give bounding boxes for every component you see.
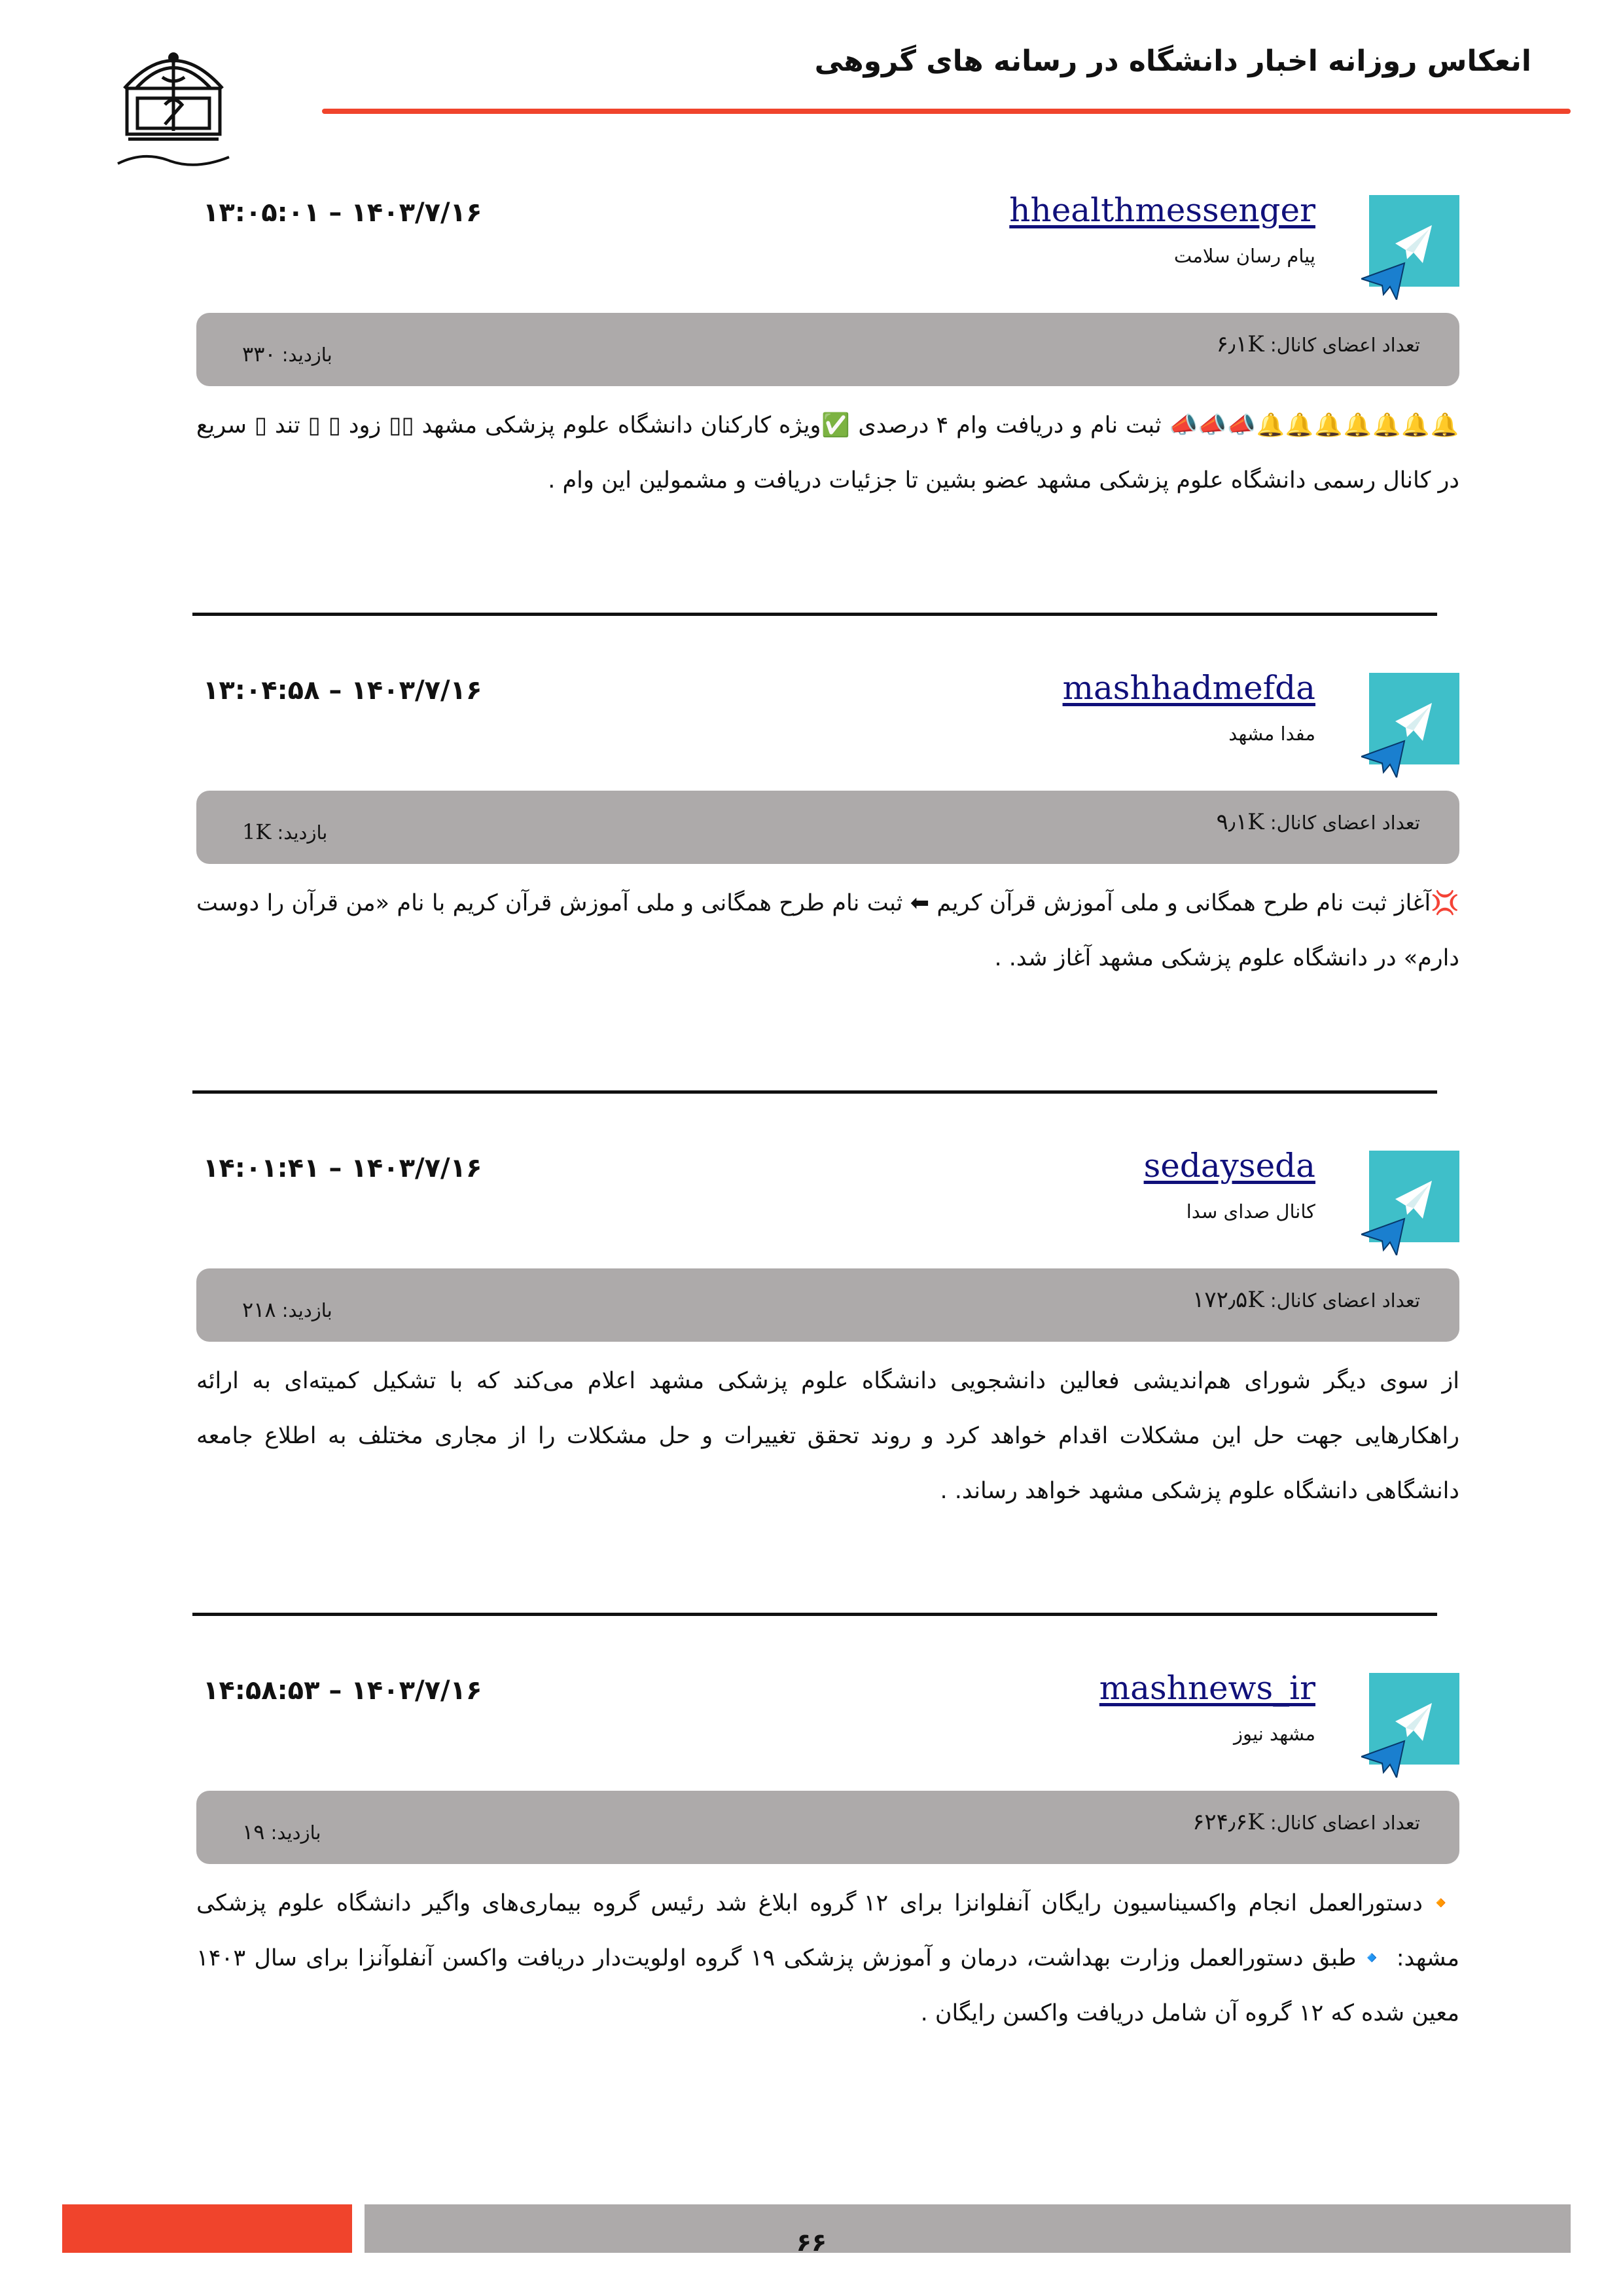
channel-name: پیام رسان سلامت <box>1173 245 1315 267</box>
members-count: تعداد اعضای کانال: ۶٫۱K <box>1216 331 1420 357</box>
post-divider <box>192 613 1437 616</box>
members-count: تعداد اعضای کانال: ۶۲۴٫۶K <box>1192 1809 1420 1835</box>
telegram-icon <box>1361 1151 1459 1255</box>
post-divider <box>192 1090 1437 1094</box>
channel-name: مفدا مشهد <box>1228 723 1315 745</box>
post-2 <box>196 669 1459 1131</box>
channel-link[interactable]: sedayseda <box>1143 1147 1315 1185</box>
telegram-icon <box>1361 1673 1459 1778</box>
views-count: بازدید: ۲۱۸ <box>242 1297 332 1322</box>
university-logo-icon <box>105 26 242 170</box>
members-count: تعداد اعضای کانال: ۹٫۱K <box>1216 809 1420 835</box>
members-count: تعداد اعضای کانال: ۱۷۲٫۵K <box>1192 1287 1420 1313</box>
channel-link[interactable]: mashnews_ir <box>1099 1669 1315 1707</box>
stats-bar <box>196 1268 1459 1342</box>
post-1 <box>196 191 1459 653</box>
telegram-icon <box>1361 673 1459 778</box>
page-number: ۶۶ <box>796 2228 827 2257</box>
channel-name: مشهد نیوز <box>1233 1723 1315 1745</box>
post-body: 💢آغاز ثبت نام طرح همگانی و ملی آموزش قرآن کریم ⬅ ثبت نام طرح همگانی و ملی آموزش قرآن کریم با نام «من قرآن را دوست دارم» در دانشگاه علوم پزشکی مشهد آغاز شد. . <box>196 890 1459 971</box>
footer-gray-bar <box>365 2204 1571 2253</box>
post-body: 🔔🔔🔔🔔🔔🔔🔔📣📣📣 ثبت نام و دریافت وام ۴ درصدی ✅ویژه کارکنان دانشگاه علوم پزشکی مشهد ▯▯ زود ▯ ▯ تند ▯ سریع در کانال رسمی دانشگاه علوم پزشکی مشهد عضو بشین تا جزئیات دریافت و مشمولین این وام . <box>196 412 1459 493</box>
stats-bar <box>196 1791 1459 1864</box>
post-datetime: ۱۴۰۳/۷/۱۶ – ۱۴:۵۸:۵۳ <box>203 1676 482 1706</box>
views-count: بازدید: ۳۳۰ <box>242 342 332 367</box>
telegram-icon <box>1361 195 1459 300</box>
footer-red-bar <box>62 2204 352 2253</box>
post-4 <box>196 1669 1459 2131</box>
post-body: 🔸دستورالعمل انجام واکسیناسیون رایگان آنفلوانزا برای ۱۲ گروه ابلاغ شد رئیس گروه بیماری‌های واگیر دانشگاه علوم پزشکی مشهد: 🔹طبق دستورالعمل وزارت بهداشت، درمان و آموزش پزشکی ۱۹ گروه اولویت‌دار دریافت واکسن آنفلوآنزا برای سال ۱۴۰۳ معین شده که ۱۲ گروه آن شامل دریافت واکسن رایگان . <box>196 1890 1459 2026</box>
stats-bar <box>196 313 1459 386</box>
post-3 <box>196 1147 1459 1609</box>
post-divider <box>192 1613 1437 1616</box>
page-title: انعکاس روزانه اخبار دانشگاه در رسانه های گروهی <box>814 45 1531 78</box>
header-divider <box>322 109 1571 114</box>
post-body: از سوی دیگر شورای هم‌اندیشی فعالین دانشجویی دانشگاه علوم پزشکی مشهد اعلام می‌کند که با تشکیل کمیته‌ای به ارائه راهکارهایی جهت حل این مشکلات اقدام خواهد کرد و روند تحقق تغییرات و حل مشکلات را از مجاری مختلف به اطلاع جامعه دانشگاهی دانشگاه علوم پزشکی مشهد خواهد رساند. . <box>196 1368 1459 1504</box>
channel-link[interactable]: hhealthmessenger <box>1009 191 1315 229</box>
post-datetime: ۱۴۰۳/۷/۱۶ – ۱۴:۰۱:۴۱ <box>203 1153 482 1183</box>
post-datetime: ۱۴۰۳/۷/۱۶ – ۱۳:۰۴:۵۸ <box>203 675 482 706</box>
channel-link[interactable]: mashhadmefda <box>1062 669 1315 707</box>
views-count: بازدید: ۱۹ <box>242 1820 321 1844</box>
post-datetime: ۱۴۰۳/۷/۱۶ – ۱۳:۰۵:۰۱ <box>203 198 482 228</box>
views-count: بازدید: 1K <box>242 819 328 844</box>
channel-name: کانال صدای سدا <box>1186 1200 1315 1223</box>
stats-bar <box>196 791 1459 864</box>
